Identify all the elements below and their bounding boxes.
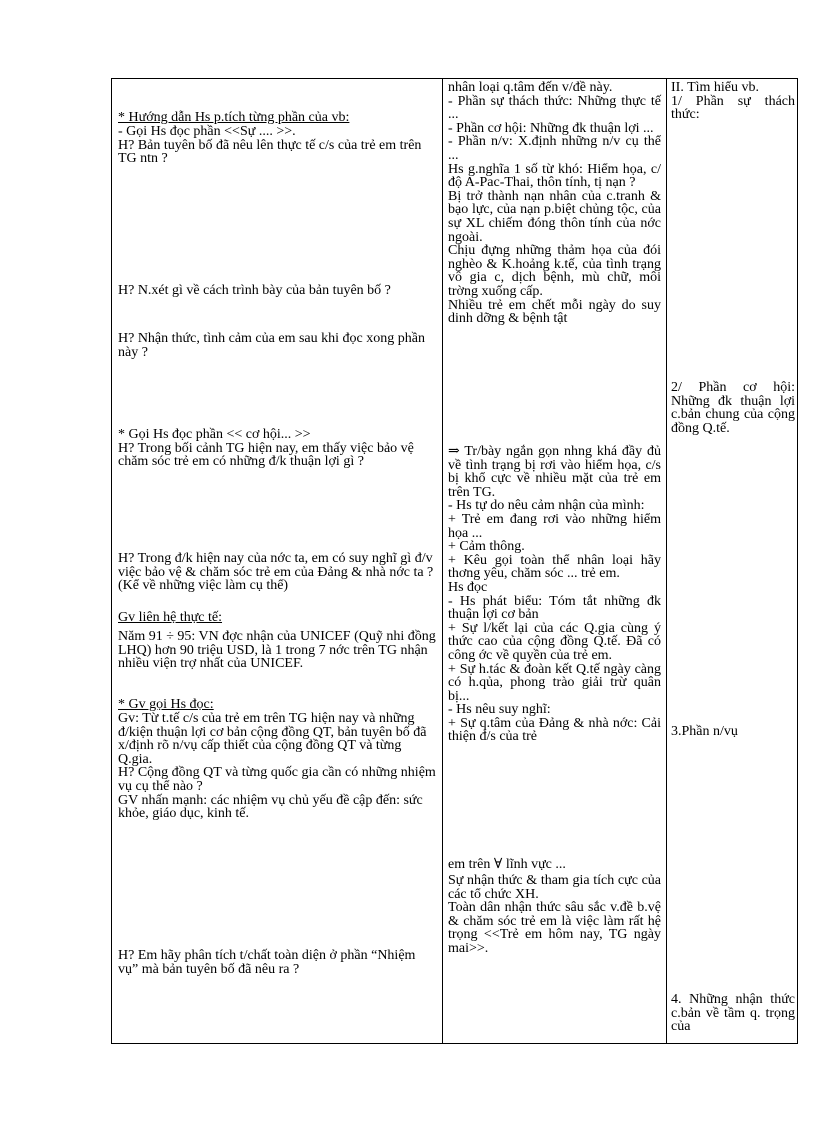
- vietnam-question: H? Trong đ/k hiện nay của nớc ta, em có suy nghĩ gì đ/v việc bảo vệ & chăm sóc trẻ em của Đảng & nhà nớc ta ? (Kể về những việc làm cụ thể): [118, 551, 434, 594]
- challenge-questions: - Gọi Hs đọc phần <<Sự .... >>. H? Bản tuyên bố đã nêu lên thực tế c/s của trẻ em trên TG ntn ?: [118, 124, 422, 167]
- summary-answers: ⇒ Tr/bày ngắn gọn nhng khá đầy đủ về tình trạng bị rơi vào hiểm họa, c/s bị khổ cực về nhiều mặt của trẻ em trên TG. - Hs tự do nêu cảm nhận của mình: + Trẻ em đang rơi vào những hiểm họa ... + Cảm thông. + Kêu gọi toàn thể nhân loại hãy thơng yêu, chăm sóc ... trẻ em. Hs đọc - Hs phát biểu: Tóm tắt những đk thuận lợi cơ bản + Sự l/kết lại của các Q.gia cùng ý thức cao của cộng đồng Q.tế. Đã có công ớc về quyền của trẻ em. + Sự h.tác & đoàn kết Q.tế ngày càng có h.qủa, phong trào giải trừ quân bị... - Hs nêu suy nghĩ: + Sự q.tâm của Đảng & nhà nớc: Cải thiện đ/s của trẻ: [448, 444, 661, 745]
- lesson-table: [111, 78, 798, 1044]
- student-activity-column: [443, 79, 666, 1043]
- section-awareness: 4. Những nhận thức c.bản về tầm q. trọng của: [671, 992, 795, 1035]
- answer-line: em trên ∀ lĩnh vực ...: [448, 857, 566, 872]
- reading-heading: * Gv gọi Hs đọc:: [118, 697, 214, 712]
- guide-heading: * Hướng dẫn Hs p.tích từng phần của vb:: [118, 110, 350, 125]
- section-opportunity: 2/ Phần cơ hội: Những đk thuận lợi c.bản chung của cộng đồng Q.tế.: [671, 380, 795, 436]
- section-tasks: 3.Phần n/vụ: [671, 724, 738, 739]
- unicef-fact: Năm 91 ÷ 95: VN đợc nhận của UNICEF (Quỹ nhi đồng LHQ) hơn 90 triệu USD, là 1 trong 7 nớc trên TG nhận nhiều viện trợ nhất của UNICEF.: [118, 629, 436, 672]
- opportunity-questions: * Gọi Hs đọc phần << cơ hội... >> H? Trong bối cảnh TG hiện nay, em thấy việc bảo vệ chăm sóc trẻ em có những đ/k thuận lợi gì ?: [118, 427, 414, 470]
- comprehensive-question: H? Em hãy phân tích t/chất toàn diện ở phần “Nhiệm vụ” mà bản tuyên bố đã nêu ra ?: [118, 948, 416, 977]
- challenge-answers: nhân loại q.tâm đến v/đề này. - Phần sự thách thức: Những thực tế ... - Phần cơ hội: Những đk thuận lợi ... - Phần n/v: X.định những n/v cụ thể ... Hs g.nghĩa 1 số từ khó: Hiểm họa, c/độ A-Pac-Thai, thôn tính, tị nạn ? Bị trở thành nạn nhân của c.tranh & bạo lực, của nạn p.biệt chủng tộc, của sự XL chiếm đóng thôn tính của nớc ngoài. Chịu đựng những thảm họa của đói nghèo & K.hoảng k.tế, của tình trạng vô gia c, dịch bệnh, mù chữ, môi trờng xuống cấp. Nhiều trẻ em chết mỗi ngày do suy dinh dỡng & bệnh tật: [448, 80, 661, 327]
- section-challenge: II. Tìm hiểu vb. 1/ Phần sự thách thức:: [671, 80, 795, 123]
- content-column: [667, 79, 798, 1043]
- task-explanation: Gv: Từ t.tế c/s của trẻ em trên TG hiện nay và những đ/kiện thuận lợi cơ bản cộng đồng QT, bản tuyên bố đã x/định rõ n/vụ cấp thiết của cộng đồng QT và từng Q.gia. H? Cộng đồng QT và từng quốc gia cần có những nhiệm vụ cụ thể nào ? GV nhấn mạnh: các nhiệm vụ chủ yếu đề cập đến: sức khỏe, giáo dục, kinh tế.: [118, 711, 436, 822]
- teacher-activity-column: [112, 79, 442, 1043]
- awareness-answers: Sự nhận thức & tham gia tích cực của các tổ chức XH. Toàn dân nhận thức sâu sắc v.đề b.vệ & chăm sóc trẻ em là việc làm rất hệ trọng <<Trẻ em hôm nay, TG ngày mai>>.: [448, 873, 661, 956]
- feeling-question: H? Nhận thức, tình cảm của em sau khi đọc xong phần này ?: [118, 331, 425, 360]
- presentation-question: H? N.xét gì về cách trình bày của bản tuyên bố ?: [118, 283, 391, 298]
- teacher-link-heading: Gv liên hệ thực tế:: [118, 610, 223, 625]
